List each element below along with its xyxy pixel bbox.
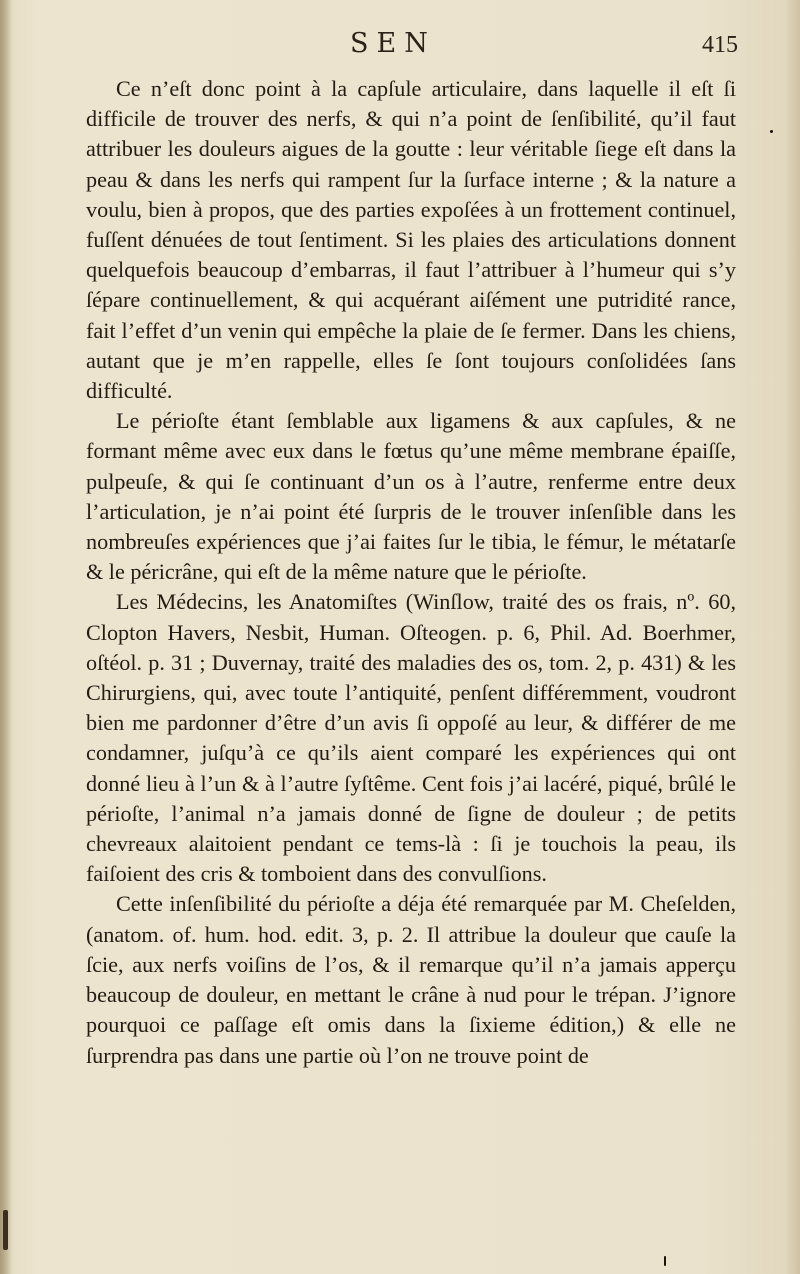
ink-speck [770,130,773,133]
paragraph-periosteum: Le périoſte étant ſemblable aux ligamens & aux capſules, & ne formant même avec eux dans le fœtus qu’une même membrane épaiſſe, pulpeuſe, & qui ſe continuant d’un os à l’autre, renferme entre deux l’articulation, je n’ai point été ſurpris de le trouver inſenſible dans les nombreuſes expériences que j’ai faites ſur le tibia, le fémur, le métatarſe & le péricrâne, qui eſt de la même nature que le périoſte. [86,408,736,585]
page-number: 415 [702,32,738,58]
paragraph-capsule: Ce n’eſt donc point à la capſule articulaire, dans laquelle il eſt ſi difficile de trouver des nerfs, & qui n’a point de ſenſibilité, qu’il faut attribuer les douleurs aigues de la goutte : leur véritable ſiege eſt dans la peau & dans les nerfs qui rampent ſur la ſurface interne ; & la nature a voulu, bien à propos, que des parties expoſées à un frottement continuel, fuſſent dénuées de tout ſentiment. Si les plaies des articulations donnent quelquefois beaucoup d’embarras, il faut l’attribuer à l’humeur qui s’y ſépare continuellement, & qui acquérant aiſément une putridité rance, fait l’effet d’un venin qui empêche la plaie de ſe fermer. Dans les chiens, autant que je m’en rappelle, elles ſe ſont toujours conſolidées ſans difficulté. [86,76,736,404]
page-header [88,28,738,68]
binding-shadow [0,0,12,1274]
paragraph-physicians: Les Médecins, les Anatomiſtes (Winſlow, traité des os frais, nº. 60, Clopton Havers, Nesbit, Human. Oſteogen. p. 6, Phil. Ad. Boerhmer, oſtéol. p. 31 ; Duvernay, traité des maladies des os, tom. 2, p. 431) & les Chirurgiens, qui, avec toute l’antiquité, penſent différemment, voudront bien me pardonner d’être d’un avis ſi oppoſé au leur, & différer de me condamner, juſqu’à ce qu’ils aient comparé les expériences qui ont donné lieu à l’un & à l’autre ſyſtême. Cent fois j’ai lacéré, piqué, brûlé le périoſte, l’animal n’a jamais donné de ſigne de douleur ; de petits chevreaux alaitoient pendant ce tems-là : ſi je touchois la peau, ils faiſoient des cris & tomboient dans des convulſions. [86,589,736,887]
running-head: SEN [350,28,436,59]
body-text [86,74,736,1071]
ink-speck [3,1210,8,1250]
paragraph-cheselden: Cette inſenſibilité du périoſte a déja été remarquée par M. Cheſelden, (anatom. of. hum. hod. edit. 3, p. 2. Il attribue la douleur que cauſe la ſcie, aux nerfs voiſins de l’os, & il remarque qu’il n’a jamais apperçu beaucoup de douleur, en mettant le crâne à nud pour le trépan. J’ignore pourquoi ce paſſage eſt omis dans la ſixieme édition,) & elle ne ſurprendra pas dans une partie où l’on ne trouve point de [86,891,736,1068]
ink-speck [664,1256,666,1266]
